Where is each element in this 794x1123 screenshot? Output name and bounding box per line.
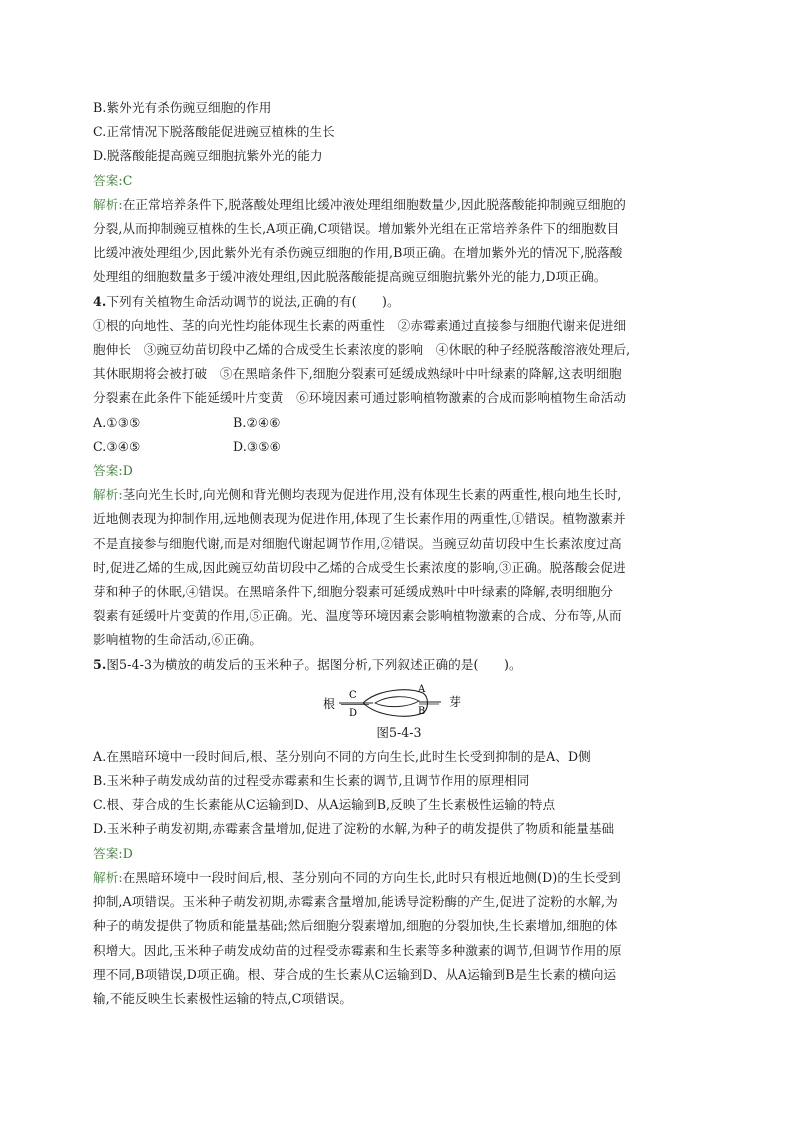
q4-explanation-line — [93, 483, 705, 507]
explanation-text: 在正常培养条件下,脱落酸处理组比缓冲液处理组细胞数量少,因此脱落酸能抑制豌豆细胞的 — [122, 196, 626, 212]
q3-explanation-line: 处理组的细胞数量多于缓冲液处理组,因此脱落酸能提高豌豆细胞抗紫外光的能力,D项正确。 — [93, 269, 607, 285]
q4-options-row-2 — [93, 435, 705, 459]
document-page — [93, 96, 705, 1011]
q4-statement-line: ①根的向地性、茎的向光性均能体现生长素的两重性 ②赤霉素通过直接参与细胞代谢来促进细 — [93, 317, 627, 333]
answer-value: D — [122, 463, 133, 479]
q4-stem — [93, 290, 705, 314]
answer-label: 答案: — [93, 463, 123, 479]
seed-diagram — [323, 681, 473, 721]
answer-value: C — [122, 172, 133, 188]
q4-answer — [93, 459, 705, 483]
q4-option-a: A.①③⑤ — [93, 414, 141, 430]
question-text: 下列有关植物生命活动调节的说法,正确的有( )。 — [106, 293, 400, 309]
q5-explanation-line — [93, 866, 705, 890]
q5-explanation-line: 种子的萌发提供了物质和能量基础;然后细胞分裂素增加,细胞的分裂加快,生长素增加,细胞的体 — [93, 918, 618, 934]
q4-options-row-1 — [93, 411, 705, 435]
question-text: 图5-4-3为横放的萌发后的玉米种子。据图分析,下列叙述正确的是( )。 — [106, 656, 522, 672]
q4-option-d: D.③⑤⑥ — [233, 438, 282, 454]
q4-explanation-line: 不是直接参与细胞代谢,而是对细胞代谢起调节作用,②错误。当豌豆幼苗切段中生长素浓度过高 — [93, 535, 622, 551]
q4-statement-line: 胞伸长 ③豌豆幼苗切段中乙烯的合成受生长素浓度的影响 ④休眠的种子经脱落酸溶液处理后, — [93, 342, 631, 358]
q3-explanation-line — [93, 193, 705, 217]
q4-statement-line: 分裂素在此条件下能延缓叶片变黄 ⑥环境因素可通过影响植物激素的合成而影响植物生命活动 — [93, 390, 627, 406]
q4-statement-line: 其休眠期将会被打破 ⑤在黑暗条件下,细胞分裂素可延缓成熟绿叶中叶绿素的降解,这表明细胞 — [93, 366, 622, 382]
q5-explanation-line: 理不同,B项错误,D项正确。根、芽合成的生长素从C运输到D、从A运输到B是生长素的横向运 — [93, 966, 617, 982]
q3-explanation-line: 分裂,从而抑制豌豆植株的生长,A项正确,C项错误。增加紫外光组在正常培养条件下的细胞数目 — [93, 221, 620, 237]
q5-option-b: B.玉米种子萌发成幼苗的过程受赤霉素和生长素的调节,且调节作用的原理相同 — [93, 773, 530, 789]
q4-explanation-line: 时,促进乙烯的生成,因此豌豆幼苗切段中乙烯的合成受生长素浓度的影响,③正确。脱落酸会促进 — [93, 559, 626, 575]
explanation-label: 解析: — [93, 487, 123, 503]
explanation-text: 在黑暗环境中一段时间后,根、茎分别向不同的方向生长,此时只有根近地侧(D)的生长受到 — [122, 869, 621, 885]
q5-explanation-line: 输,不能反映生长素极性运输的特点,C项错误。 — [93, 990, 353, 1006]
q5-answer — [93, 842, 705, 866]
q4-explanation-line: 裂素有延缓叶片变黄的作用,⑤正确。光、温度等环境因素会影响植物激素的合成、分布等,从而 — [93, 608, 622, 624]
q5-explanation-line: 抑制,A项错误。玉米种子萌发初期,赤霉素含量增加,能诱导淀粉酶的产生,促进了淀粉的水解,为 — [93, 894, 618, 910]
label-c: C — [349, 689, 357, 701]
label-b: B — [418, 705, 426, 717]
label-bud: 芽 — [449, 694, 462, 709]
q5-option-c: C.根、芽合成的生长素能从C运输到D、从A运输到B,反映了生长素极性运输的特点 — [93, 797, 556, 813]
label-a: A — [418, 683, 426, 695]
q3-option-c: C.正常情况下脱落酸能促进豌豆植株的生长 — [93, 124, 335, 140]
q5-option-d: D.玉米种子萌发初期,赤霉素含量增加,促进了淀粉的水解,为种子的萌发提供了物质和能量基础 — [93, 821, 615, 837]
seed-figure — [93, 681, 705, 721]
q5-explanation-line: 积增大。因此,玉米种子萌发成幼苗的过程受赤霉素和生长素等多种激素的调节,但调节作用的原 — [93, 942, 622, 958]
question-number: 5. — [93, 656, 107, 672]
answer-value: D — [122, 845, 133, 861]
q3-explanation-line: 比缓冲液处理组少,因此紫外光有杀伤豌豆细胞的作用,B项正确。在增加紫外光的情况下,脱落酸 — [93, 245, 623, 261]
label-d: D — [349, 707, 358, 719]
q4-option-c: C.③④⑤ — [93, 438, 141, 454]
explanation-label: 解析: — [93, 869, 123, 885]
q3-option-d: D.脱落酸能提高豌豆细胞抗紫外光的能力 — [93, 148, 323, 164]
explanation-label: 解析: — [93, 196, 123, 212]
figure-caption: 图5-4-3 — [376, 724, 422, 740]
q4-explanation-line: 近地侧表现为抑制作用,远地侧表现为促进作用,体现了生长素作用的两重性,①错误。植物激素并 — [93, 511, 626, 527]
q4-explanation-line: 芽和种子的休眠,④错误。在黑暗条件下,细胞分裂素可延缓成熟叶中叶绿素的降解,表明细胞分 — [93, 584, 614, 600]
embryo-outline — [375, 697, 419, 707]
label-root: 根 — [323, 696, 336, 711]
q4-explanation-line: 影响植物的生命活动,⑥正确。 — [93, 632, 263, 648]
answer-label: 答案: — [93, 845, 123, 861]
q5-stem — [93, 653, 705, 677]
q3-answer — [93, 169, 705, 193]
q3-option-b: B.紫外光有杀伤豌豆细胞的作用 — [93, 100, 272, 115]
answer-label: 答案: — [93, 172, 123, 188]
explanation-text: 茎向光生长时,向光侧和背光侧均表现为促进作用,没有体现生长素的两重性,根向地生长时, — [122, 487, 622, 503]
question-number: 4. — [93, 293, 107, 309]
q4-option-b: B.②④⑥ — [233, 414, 281, 430]
q5-option-a: A.在黑暗环境中一段时间后,根、茎分别向不同的方向生长,此时生长受到抑制的是A、D侧 — [93, 748, 591, 764]
